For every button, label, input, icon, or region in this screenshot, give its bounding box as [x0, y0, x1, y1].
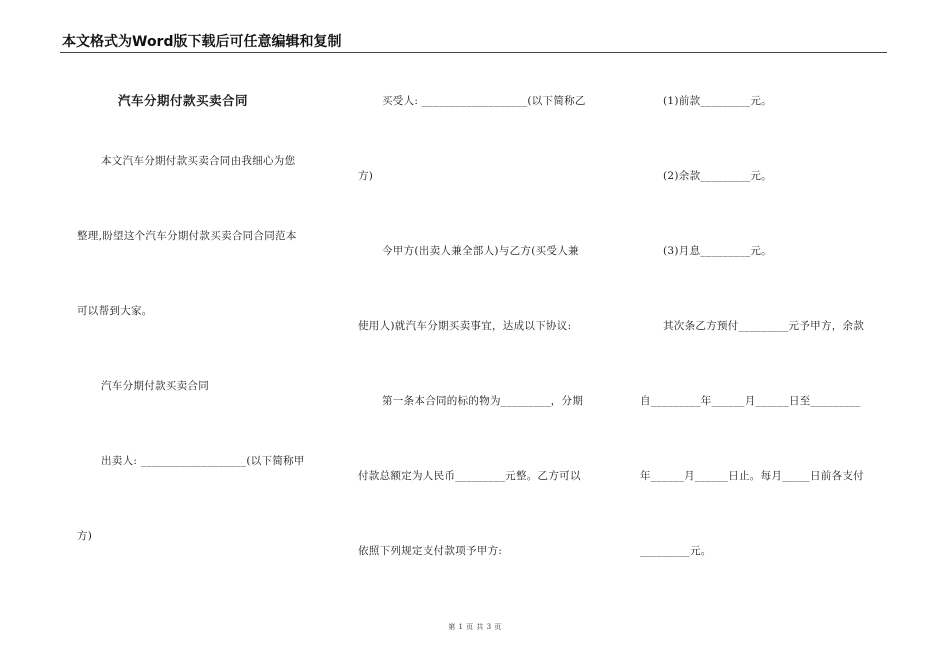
paragraph-line: 出卖人: ___________________(以下简称甲 [101, 455, 305, 467]
paragraph-line: 本文汽车分期付款买卖合同由我细心为您 [101, 155, 296, 167]
paragraph-line: 方) [77, 530, 93, 542]
paragraph-line: (2)余款_________元。 [663, 170, 772, 182]
paragraph-line: (3)月息_________元。 [663, 245, 772, 257]
paragraph-line: 整理,盼望这个汽车分期付款买卖合同合同范本 [77, 230, 297, 242]
paragraph-line: 其次条乙方预付_________元予甲方，余款 [663, 320, 865, 332]
paragraph-line: 第一条本合同的标的物为_________，分期 [382, 395, 584, 407]
paragraph-line: 可以帮到大家。 [77, 305, 153, 317]
paragraph-line: 依照下列规定支付款项予甲方: [358, 545, 503, 557]
paragraph-line: _________元。 [640, 545, 712, 557]
page-number: 第 1 页 共 3 页 [448, 623, 502, 631]
document-title: 汽车分期付款买卖合同 [118, 93, 249, 108]
section-heading: 汽车分期付款买卖合同 [101, 380, 209, 392]
column-1 [0, 0, 330, 672]
paragraph-line: 付款总额定为人民币_________元整。乙方可以 [358, 470, 581, 482]
paragraph-line: 方) [358, 170, 374, 182]
column-3 [630, 0, 930, 672]
column-2 [330, 0, 630, 672]
paragraph-line: (1)前款_________元。 [663, 95, 772, 107]
paragraph-line: 自_________年______月______日至_________ [640, 395, 861, 407]
paragraph-line: 年______月______日止。每月_____日前各支付 [640, 470, 864, 482]
document-banner: 本文格式为Word版下载后可任意编辑和复制 [62, 34, 342, 50]
paragraph-line: 今甲方(出卖人兼全部人)与乙方(买受人兼 [382, 245, 579, 257]
paragraph-line: 买受人: ___________________(以下简称乙 [382, 95, 586, 107]
paragraph-line: 使用人)就汽车分期买卖事宜，达成以下协议: [358, 320, 572, 332]
